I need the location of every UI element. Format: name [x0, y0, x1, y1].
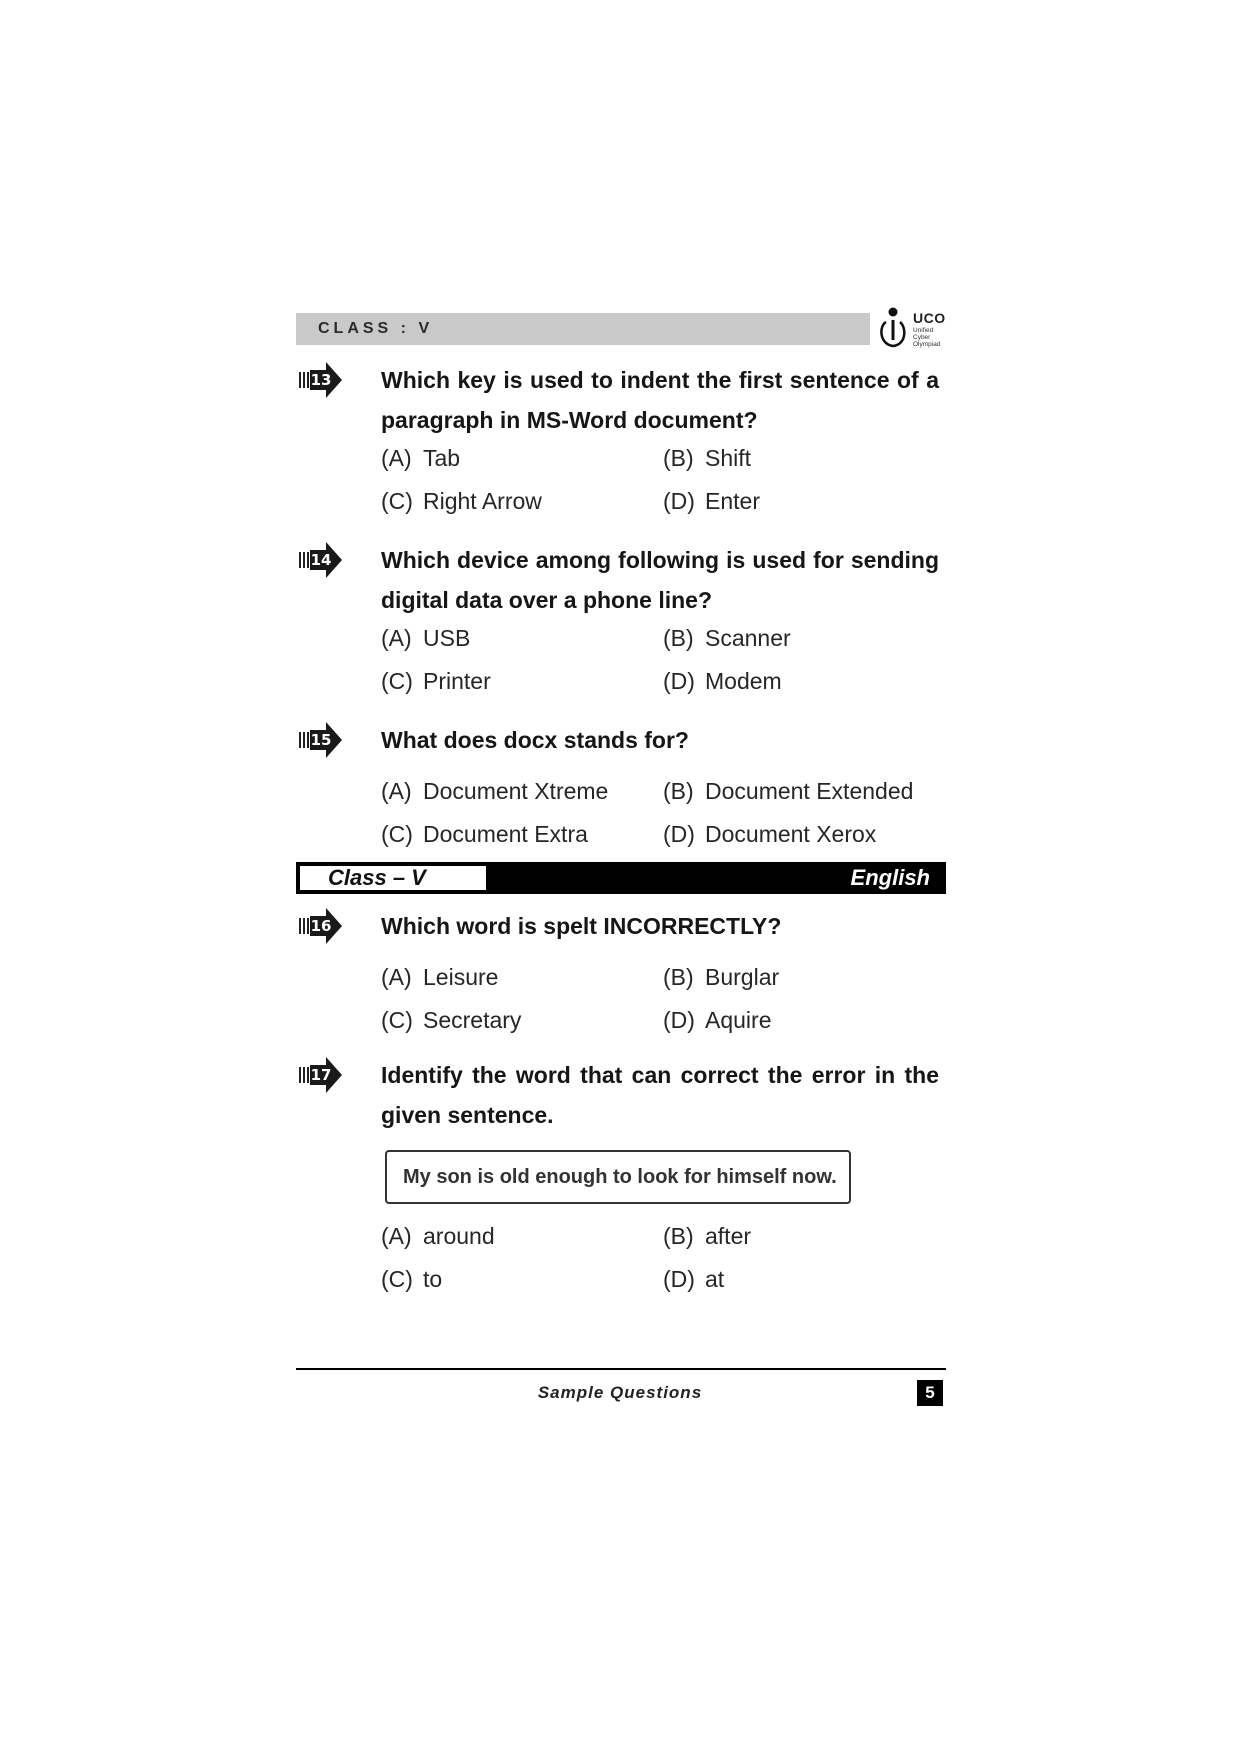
option-letter: (A) — [381, 778, 412, 804]
option-c[interactable] — [381, 488, 542, 515]
option-text: Enter — [705, 488, 760, 514]
option-d[interactable] — [663, 1266, 724, 1293]
footer-label: Sample Questions — [537, 1383, 703, 1402]
question-text: What does docx stands for? — [381, 727, 689, 753]
option-letter: (A) — [381, 1223, 412, 1249]
uco-logo — [876, 304, 948, 354]
option-text: at — [705, 1266, 725, 1292]
option-c[interactable] — [381, 668, 491, 695]
logo-title: UCO — [913, 310, 946, 326]
footer-divider — [296, 1368, 946, 1370]
option-a[interactable] — [381, 1223, 495, 1250]
option-b[interactable] — [663, 778, 913, 805]
option-text: Tab — [423, 445, 461, 471]
question-number: 15 — [310, 731, 332, 749]
option-letter: (B) — [663, 1223, 694, 1249]
question-text: Identify the word that can correct the error in the given sentence. — [381, 1062, 939, 1128]
option-text: Leisure — [423, 964, 499, 990]
question-number: 16 — [310, 917, 332, 935]
question-text: Which device among following is used for sending digital data over a phone line? — [381, 547, 939, 613]
class-header-bar — [296, 313, 870, 345]
option-c[interactable] — [381, 1007, 521, 1034]
given-sentence-box: My son is old enough to look for himself now. — [385, 1150, 851, 1204]
option-a[interactable] — [381, 778, 608, 805]
option-d[interactable] — [663, 821, 876, 848]
option-c[interactable] — [381, 821, 588, 848]
option-text: Document Xtreme — [423, 778, 609, 804]
option-letter: (C) — [381, 668, 413, 694]
option-text: Printer — [423, 668, 491, 694]
option-letter: (D) — [663, 488, 695, 514]
option-letter: (A) — [381, 625, 412, 651]
option-d[interactable] — [663, 488, 760, 515]
option-letter: (D) — [663, 1266, 695, 1292]
option-letter: (A) — [381, 964, 412, 990]
logo-subtitle-line: Olympiad — [913, 341, 941, 348]
option-b[interactable] — [663, 1223, 751, 1250]
option-a[interactable] — [381, 625, 470, 652]
option-letter: (B) — [663, 445, 694, 471]
uco-logo-icon — [876, 304, 912, 354]
section-class-label: Class – V — [298, 864, 488, 892]
option-text: Document Xerox — [705, 821, 877, 847]
option-b[interactable] — [663, 964, 779, 991]
option-letter: (C) — [381, 1007, 413, 1033]
option-text: Document Extended — [705, 778, 914, 804]
option-d[interactable] — [663, 1007, 771, 1034]
option-text: Secretary — [423, 1007, 522, 1033]
option-a[interactable] — [381, 964, 498, 991]
option-text: after — [705, 1223, 752, 1249]
option-text: Right Arrow — [423, 488, 542, 514]
option-b[interactable] — [663, 625, 791, 652]
option-text: USB — [423, 625, 471, 651]
option-letter: (B) — [663, 778, 694, 804]
option-d[interactable] — [663, 668, 782, 695]
question-number: 14 — [310, 551, 332, 569]
page-number: 5 — [917, 1380, 943, 1406]
option-letter: (C) — [381, 1266, 413, 1292]
option-text: Modem — [705, 668, 782, 694]
option-text: Aquire — [705, 1007, 772, 1033]
option-a[interactable] — [381, 445, 460, 472]
option-text: around — [423, 1223, 495, 1249]
option-text: Burglar — [705, 964, 780, 990]
option-c[interactable] — [381, 1266, 442, 1293]
question-text: Which key is used to indent the first sentence of a paragraph in MS-Word document? — [381, 367, 939, 433]
option-letter: (D) — [663, 1007, 695, 1033]
section-subject: English — [850, 865, 930, 890]
option-letter: (D) — [663, 668, 695, 694]
logo-subtitle-line: Unified — [913, 327, 934, 334]
option-letter: (B) — [663, 964, 694, 990]
question-number: 13 — [310, 371, 332, 389]
section-bar — [296, 862, 946, 894]
logo-subtitle-line: Cyber — [913, 334, 931, 341]
option-text: Scanner — [705, 625, 791, 651]
option-letter: (A) — [381, 445, 412, 471]
option-b[interactable] — [663, 445, 751, 472]
option-text: Document Extra — [423, 821, 588, 847]
option-text: to — [423, 1266, 443, 1292]
option-letter: (C) — [381, 821, 413, 847]
class-header-label: CLASS : V — [318, 320, 434, 337]
option-letter: (D) — [663, 821, 695, 847]
option-letter: (C) — [381, 488, 413, 514]
option-letter: (B) — [663, 625, 694, 651]
question-text: Which word is spelt INCORRECTLY? — [381, 913, 782, 939]
option-text: Shift — [705, 445, 752, 471]
question-number: 17 — [310, 1066, 332, 1084]
